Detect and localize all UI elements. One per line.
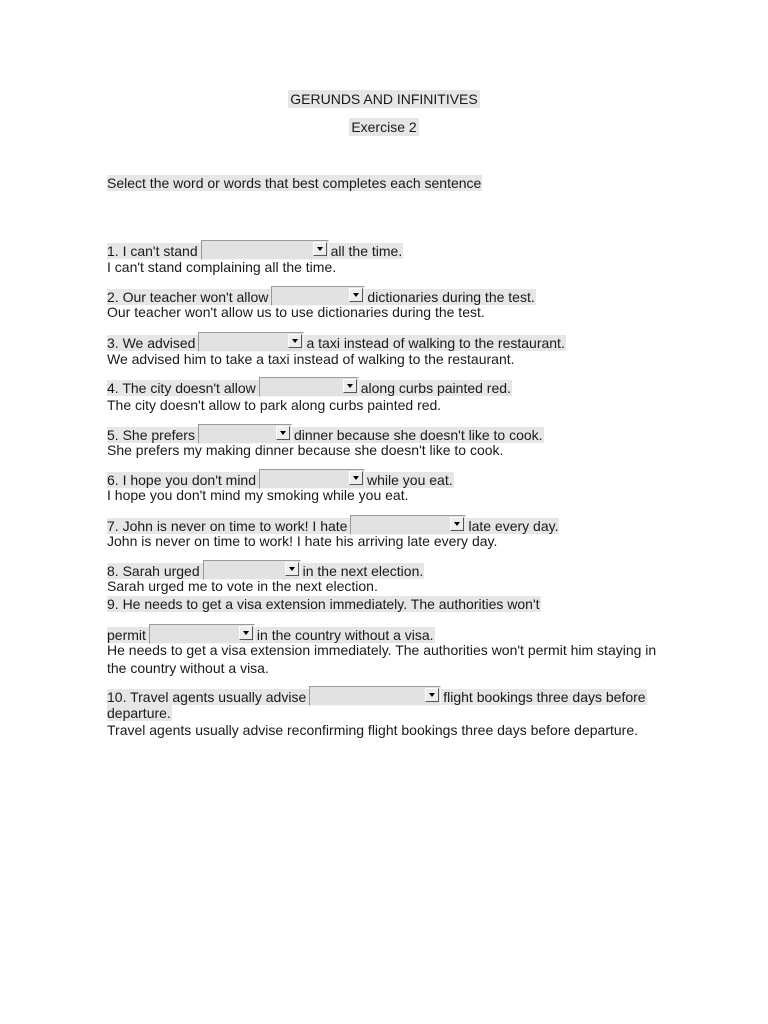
- answer-2: Our teacher won't allow us to use dictionaries during the test.: [107, 304, 485, 320]
- chevron-down-icon[interactable]: [349, 288, 363, 302]
- question-1-after: all the time.: [330, 243, 403, 259]
- answer-1: I can't stand complaining all the time.: [107, 259, 337, 275]
- question-6-before: 6. I hope you don't mind: [107, 472, 256, 488]
- question-10-dropdown[interactable]: [309, 686, 441, 706]
- question-9-intro: 9. He needs to get a visa extension immediately. The authorities won't: [107, 596, 540, 612]
- answer-9-line-1: He needs to get a visa extension immediately. The authorities won't permit him staying in: [107, 642, 657, 658]
- question-4-after: along curbs painted red.: [360, 380, 511, 396]
- chevron-down-icon[interactable]: [276, 426, 290, 440]
- question-2-before: 2. Our teacher won't allow: [107, 289, 269, 305]
- page-title-text: GERUNDS AND INFINITIVES: [290, 91, 478, 107]
- question-10-before: 10. Travel agents usually advise: [107, 689, 307, 705]
- question-3-dropdown[interactable]: [198, 332, 304, 352]
- question-10-line-2: [107, 705, 172, 721]
- chevron-down-icon[interactable]: [288, 334, 302, 348]
- question-3-before: 3. We advised: [107, 335, 196, 351]
- question-8-before: 8. Sarah urged: [107, 563, 200, 579]
- question-6-after: while you eat.: [367, 472, 453, 488]
- question-6-dropdown[interactable]: [259, 469, 365, 489]
- question-10-after: flight bookings three days before: [443, 689, 646, 705]
- answer-7: John is never on time to work! I hate his arriving late every day.: [107, 533, 498, 549]
- question-7: [107, 515, 559, 535]
- answer-4: The city doesn't allow to park along curbs painted red.: [107, 397, 442, 413]
- chevron-down-icon[interactable]: [285, 562, 299, 576]
- answer-8: Sarah urged me to vote in the next election.: [107, 578, 378, 594]
- question-1-dropdown[interactable]: [201, 240, 329, 260]
- question-9-before: permit: [107, 627, 146, 643]
- question-3-after: a taxi instead of walking to the restaurant.: [306, 335, 565, 351]
- question-4: [107, 377, 512, 397]
- question-8-dropdown[interactable]: [203, 560, 301, 580]
- question-9: [107, 624, 435, 644]
- question-2-after: dictionaries during the test.: [367, 289, 535, 305]
- chevron-down-icon[interactable]: [343, 379, 357, 393]
- instructions-text: Select the word or words that best completes each sentence: [107, 175, 482, 191]
- question-4-dropdown[interactable]: [259, 377, 359, 397]
- question-10: [107, 686, 647, 706]
- instructions: [107, 175, 482, 191]
- question-4-before: 4. The city doesn't allow: [107, 380, 256, 396]
- question-9-dropdown[interactable]: [149, 624, 255, 644]
- question-1: [107, 240, 403, 260]
- question-9-line-1: [107, 596, 541, 612]
- answer-10: Travel agents usually advise reconfirming flight bookings three days before departure.: [107, 722, 638, 738]
- question-5: [107, 424, 544, 444]
- question-5-before: 5. She prefers: [107, 427, 195, 443]
- question-10-end: departure.: [107, 705, 171, 721]
- answer-6: I hope you don't mind my smoking while you eat.: [107, 487, 409, 503]
- question-2-dropdown[interactable]: [271, 286, 365, 306]
- chevron-down-icon[interactable]: [349, 471, 363, 485]
- question-6: [107, 469, 454, 489]
- chevron-down-icon[interactable]: [239, 626, 253, 640]
- chevron-down-icon[interactable]: [313, 242, 327, 256]
- question-7-dropdown[interactable]: [350, 515, 466, 535]
- answer-5: She prefers my making dinner because she doesn't like to cook.: [107, 442, 504, 458]
- question-7-before: 7. John is never on time to work! I hate: [107, 518, 348, 534]
- question-5-after: dinner because she doesn't like to cook.: [293, 427, 543, 443]
- question-3: [107, 332, 566, 352]
- question-2: [107, 286, 536, 306]
- chevron-down-icon[interactable]: [425, 688, 439, 702]
- question-7-after: late every day.: [468, 518, 559, 534]
- page-subtitle: [0, 119, 768, 135]
- page-title: [0, 91, 768, 107]
- chevron-down-icon[interactable]: [450, 517, 464, 531]
- question-8-after: in the next election.: [302, 563, 424, 579]
- question-1-before: 1. I can't stand: [107, 243, 198, 259]
- question-9-after: in the country without a visa.: [256, 627, 434, 643]
- question-8: [107, 560, 424, 580]
- question-5-dropdown[interactable]: [198, 424, 292, 444]
- page-subtitle-text: Exercise 2: [351, 119, 417, 135]
- answer-3: We advised him to take a taxi instead of walking to the restaurant.: [107, 351, 515, 367]
- answer-9-line-2: the country without a visa.: [107, 660, 269, 676]
